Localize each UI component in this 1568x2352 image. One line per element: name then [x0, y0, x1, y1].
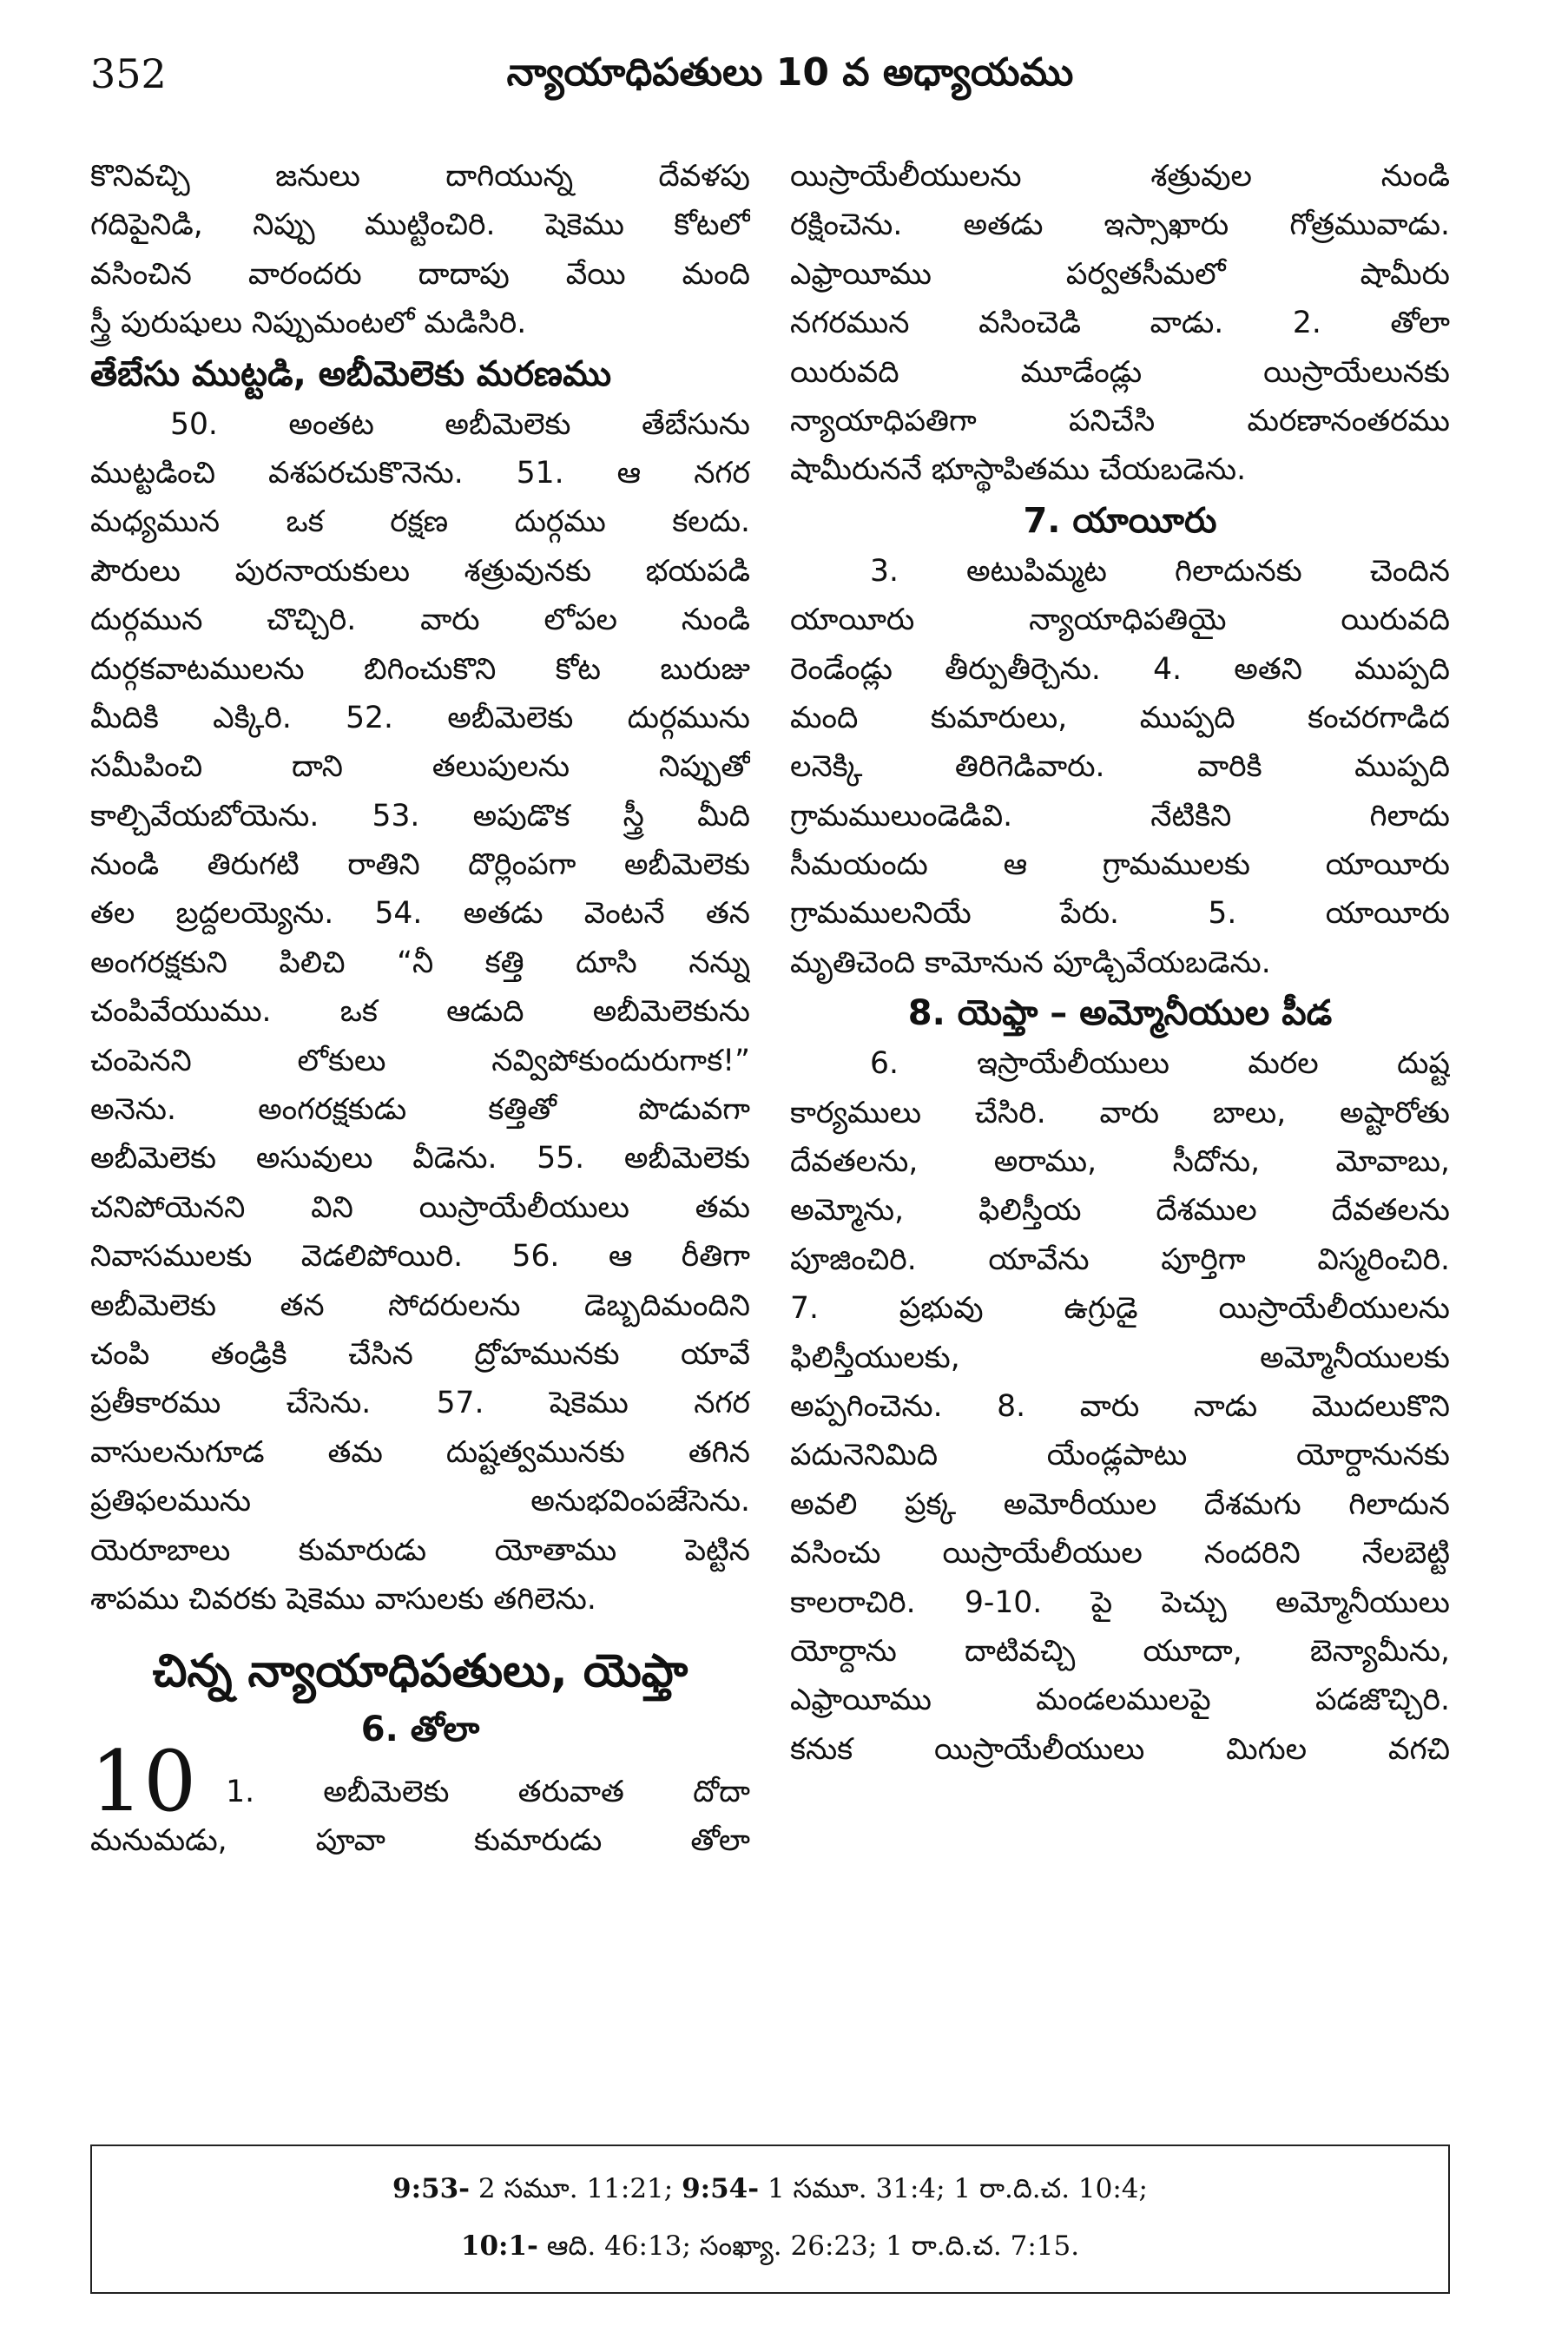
- text-line: ముట్టడించి వశపరచుకొనెను. 51. ఆ నగర: [90, 455, 750, 491]
- chapter-opening: [90, 1733, 750, 1831]
- text-line: గదిపైనిడి, నిప్పు ముట్టించిరి. షెకెము కోటలో: [90, 208, 750, 243]
- text-line: చంపి తండ్రికి చేసిన ద్రోహమునకు యావే: [90, 1336, 750, 1372]
- text-line: 7. ప్రభువు ఉగ్రుడై యిస్రాయేలీయులను: [790, 1291, 1450, 1327]
- running-head: న్యాయాధిపతులు 10 వ అధ్యాయము: [506, 50, 1074, 95]
- reference-key: 9:54-: [682, 2173, 760, 2204]
- text-line: 1. అబీమెలెకు తరువాత దోదా: [226, 1774, 750, 1809]
- text-line: శాపము చివరకు షెకెము వాసులకు తగిలెను.: [90, 1581, 596, 1617]
- text-line: నగరమున వసించెడి వాడు. 2. తోలా: [790, 306, 1450, 341]
- text-line: అవలి ప్రక్క అమోరీయుల దేశమగు గిలాదున: [790, 1486, 1450, 1522]
- text-line: సీమయందు ఆ గ్రామములకు యాయీరు: [790, 847, 1450, 883]
- text-line: యిరువది మూడేండ్లు యిస్రాయేలునకు: [790, 354, 1450, 390]
- text-line: అంగరక్షకుని పిలిచి “నీ కత్తి దూసి నన్ను: [90, 945, 750, 980]
- text-line: ఎఫ్రాయీము మండలములపై పడజొచ్చిరి.: [790, 1683, 1450, 1718]
- text-line: కనుక యిస్రాయేలీయులు మిగుల వగచి: [790, 1731, 1450, 1767]
- reference-key: 9:53-: [392, 2173, 471, 2204]
- text-line: దుర్గకవాటములను బిగించుకొని కోట బురుజు: [90, 651, 750, 687]
- text-line: యాయీరు న్యాయాధిపతియై యిరువది: [790, 603, 1450, 638]
- reference-line: [92, 2219, 1448, 2273]
- text-line: తల బ్రద్దలయ్యెను. 54. అతడు వెంటనే తన: [90, 896, 750, 932]
- text-line: మనుమడు, పూవా కుమారుడు తోలా: [90, 1823, 750, 1859]
- text-line: మధ్యమున ఒక రక్షణ దుర్గము కలదు.: [90, 504, 750, 540]
- text-line: కాలరాచిరి. 9-10. పై పెచ్చు అమ్మోనీయులు: [790, 1584, 1450, 1620]
- text-line: దేవతలను, అరాము, సీదోను, మోవాబు,: [790, 1144, 1450, 1180]
- section-heading: చిన్న న్యాయాధిపతులు, యెఫ్తా: [152, 1645, 688, 1698]
- text-line: అబీమెలెకు తన సోదరులను డెబ్బదిమందిని: [90, 1288, 750, 1323]
- text-line: చంపెనని లోకులు నవ్విపోకుందురుగాక!”: [90, 1043, 750, 1078]
- text-line: సమీపించి దాని తలుపులను నిప్పుతో: [90, 749, 750, 785]
- text-line: కార్యములు చేసిరి. వారు బాలు, అష్టారోతు: [790, 1095, 1450, 1130]
- text-line: అబీమెలెకు అసువులు వీడెను. 55. అబీమెలెకు: [90, 1141, 750, 1176]
- text-line: పూజించిరి. యావేను పూర్తిగా విస్మరించిరి.: [790, 1242, 1450, 1277]
- text-line: నుండి తిరుగటి రాతిని దొర్లింపగా అబీమెలెకు: [90, 847, 750, 883]
- cross-reference-box: [90, 2144, 1450, 2294]
- text-line: వసించు యిస్రాయేలీయుల నందరిని నేలబెట్టి: [790, 1536, 1450, 1571]
- text-line: పౌరులు పురనాయకులు శత్రువునకు భయపడి: [90, 553, 750, 589]
- reference-line: [92, 2162, 1448, 2216]
- reference-text: 1 సమూ. 31:4; 1 రా.ది.చ. 10:4;: [759, 2173, 1148, 2204]
- page-number: 352: [90, 50, 167, 97]
- text-line: ప్రతిఫలమును అనుభవింపజేసెను.: [90, 1484, 750, 1519]
- text-line: చంపివేయుము. ఒక ఆడుది అబీమెలెకును: [90, 994, 750, 1030]
- text-line: అమ్మోను, ఫిలిస్తీయ దేశముల దేవతలను: [790, 1193, 1450, 1229]
- text-line: 50. అంతట అబీమెలెకు తేబేసును: [170, 406, 750, 442]
- text-line: మృతిచెంది కామోనున పూడ్చివేయబడెను.: [790, 945, 1271, 980]
- text-line: న్యాయాధిపతిగా పనిచేసి మరణానంతరము: [790, 403, 1450, 438]
- text-line: చనిపోయెనని విని యిస్రాయేలీయులు తమ: [90, 1189, 750, 1225]
- text-line: ప్రతీకారము చేసెను. 57. షెకెము నగర: [90, 1386, 750, 1421]
- text-line: కొనివచ్చి జనులు దాగియున్న దేవళపు: [90, 159, 750, 194]
- section-heading: తేబేసు ముట్టడి, అబీమెలెకు మరణము: [90, 353, 612, 394]
- text-line: 6. ఇస్రాయేలీయులు మరల దుష్ట: [870, 1046, 1450, 1082]
- text-line: ఫిలిస్తీయులకు, అమ్మోనీయులకు: [790, 1340, 1450, 1375]
- reference-key: 10:1-: [460, 2230, 538, 2262]
- text-line: వసించిన వారందరు దాదాపు వేయి మంది: [90, 256, 750, 292]
- section-heading: 7. యాయీరు: [1023, 500, 1217, 541]
- text-line: షామీరుననే భూస్థాపితము చేయబడెను.: [790, 452, 1247, 488]
- reference-text: 2 సమూ. 11:21;: [470, 2173, 682, 2204]
- reference-text: ఆది. 46:13; సంఖ్యా. 26:23; 1 రా.ది.చ. 7:15.: [537, 2230, 1080, 2262]
- text-line: నివాసములకు వెడలిపోయిరి. 56. ఆ రీతిగా: [90, 1239, 750, 1275]
- text-line: లనెక్కి తిరిగెడివారు. వారికి ముప్పది: [790, 749, 1450, 785]
- text-line: కాల్చివేయబోయెను. 53. అపుడొక స్త్రీ మీది: [90, 798, 750, 833]
- text-line: 3. అటుపిమ్మట గిలాదునకు చెందిన: [870, 553, 1450, 589]
- text-line: పదునెనిమిది యేండ్లపాటు యోర్దానునకు: [790, 1438, 1450, 1473]
- left-column: [90, 152, 750, 1866]
- text-line: ఎఫ్రాయీము పర్వతసీమలో షామీరు: [790, 256, 1450, 292]
- text-line: యోర్దాను దాటివచ్చి యూదా, బెన్యామీను,: [790, 1633, 1450, 1669]
- text-line: గ్రామములుండెడివి. నేటికిని గిలాదు: [790, 798, 1450, 833]
- text-line: యెరూబాలు కుమారుడు యోతాము పెట్టిన: [90, 1532, 750, 1568]
- text-line: గ్రామములనియే పేరు. 5. యాయీరు: [790, 896, 1450, 932]
- text-line: రెండేండ్లు తీర్పుతీర్చెను. 4. అతని ముప్పది: [790, 651, 1450, 687]
- chapter-number: 10: [90, 1733, 197, 1831]
- text-line: యిస్రాయేలీయులను శత్రువుల నుండి: [790, 159, 1450, 194]
- right-column: [790, 152, 1450, 1774]
- section-heading: 6. తోలా: [360, 1710, 480, 1750]
- text-line: దుర్గమున చొచ్చిరి. వారు లోపల నుండి: [90, 603, 750, 638]
- text-line: మంది కుమారులు, ముప్పది కంచరగాడిద: [790, 700, 1450, 735]
- text-line: అనెను. అంగరక్షకుడు కత్తితో పొడువగా: [90, 1092, 750, 1128]
- text-line: అప్పగించెను. 8. వారు నాడు మొదలుకొని: [790, 1388, 1450, 1424]
- text-line: రక్షించెను. అతడు ఇస్సాఖారు గోత్రమువాడు.: [790, 208, 1450, 243]
- section-heading: 8. యెఫ్తా – అమ్మోనీయుల పీడ: [907, 993, 1333, 1034]
- text-line: వాసులనుగూడ తమ దుష్టత్వమునకు తగిన: [90, 1434, 750, 1470]
- text-line: స్త్రీ పురుషులు నిప్పుమంటలో మడిసిరి.: [90, 306, 527, 341]
- text-line: మీదికి ఎక్కిరి. 52. అబీమెలెకు దుర్గమును: [90, 700, 750, 735]
